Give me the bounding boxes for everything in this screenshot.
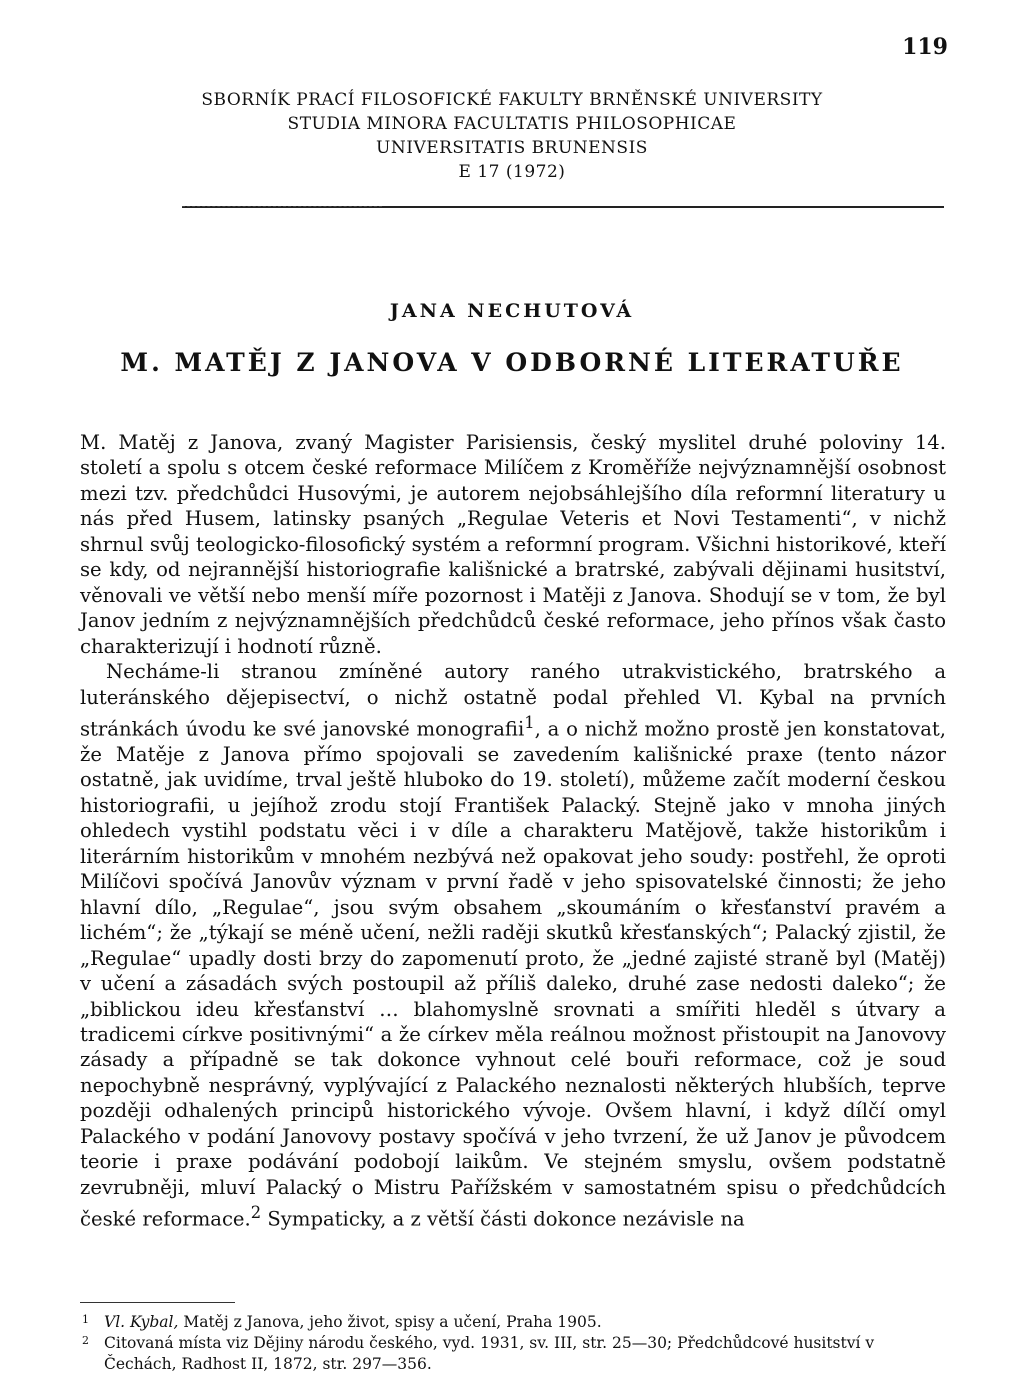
body-paragraph-2-part-a: Necháme-li stranou zmíněné autory raného utrakvistického, bratrského a luteránského dějepisectví, o nichž ostatně podal přehled Vl. Kybal na prvních stránkách úvodu ke své janovské monografii [80, 660, 946, 741]
article-title: M. MATĚJ Z JANOVA V ODBORNÉ LITERATUŘE [120, 348, 904, 377]
footnote-divider [80, 1302, 235, 1303]
article-author: JANA NECHUTOVÁ [389, 300, 635, 322]
journal-line-1: SBORNÍK PRACÍ FILOSOFICKÉ FAKULTY BRNĚNSKÉ UNIVERSITY [201, 90, 823, 110]
body-paragraph-2-part-b: , a o nichž možno prostě jen konstatovat, že Matěje z Janova přímo spojovali se zavedením kališnické praxe (tento názor ostatně, jak uvidíme, trval ještě hluboko do 19. století), můžeme začít moderní českou historiografii, u jejíhož zrodu stojí František Palacký. Stejně jako v mnoha jiných ohledech vystihl podstatu věci i v díle a charakteru Matějově, takže historikům i literárním historikům v mnohém nezbývá než opakovat jeho soudy: postřehl, že oproti Milíčovi spočívá Janovův význam v první řadě v jeho spisovatelské činnosti; že jeho hlavní dílo, „Regulae“, jsou svým obsahem „skoumáním o křesťanství pravém a lichém“; že „týkají se méně učení, nežli raději skutků křesťanských“; Palacký zjistil, že „Regulae“ upadly dosti brzy do zapomenutí proto, že „jedné zajisté straně byl (Matěj) v učení a zásadách svých postoupil až příliš daleko, druhé zase nedosti daleko“; že „biblickou ideu křesťanství … blahomyslně srovnati a smířiti hleděl s útvary a tradicemi církve positivnými“ a že církev měla reálnou možnost přistoupit na Janovovy zásady a případně se tak dokonce vyhnout celé bouři reformace, což je soud nepochybně nesprávný, vyplývající z Palackého neznalosti některých hlubších, teprve později odhalených principů historického vývoje. Ovšem hlavní, i když dílčí omyl Palackého v podání Janovovy postavy spočívá v jeho tvrzení, že už Janov je původcem teorie i praxe podávání podobojí laikům. Ve stejném smyslu, ovšem podstatně zevrubněji, mluví Palacký o Mistru Pařížském v samostatném spisu o předchůdcích české reformace. [80, 717, 946, 1231]
header-divider [182, 206, 944, 208]
footnote-1 [80, 1312, 946, 1333]
footnote-mark: 2 [82, 1334, 89, 1347]
journal-volume: E 17 (1972) [458, 162, 566, 182]
footnote-ref-2: 2 [250, 1203, 262, 1223]
footnotes [80, 1312, 946, 1375]
footnote-author: Vl. Kybal, [104, 1313, 179, 1331]
footnote-text: Matěj z Janova, jeho život, spisy a učení, Praha 1905. [178, 1313, 602, 1331]
journal-line-3: UNIVERSITATIS BRUNENSIS [376, 138, 648, 158]
page-number: 119 [902, 34, 948, 60]
footnote-2 [80, 1333, 946, 1375]
footnote-mark: 1 [82, 1313, 89, 1326]
body-paragraph-2-part-c: Sympaticky, a z větší části dokonce nezávisle na [261, 1207, 745, 1231]
body-paragraph-1: M. Matěj z Janova, zvaný Magister Parisiensis, český myslitel druhé poloviny 14. století a spolu s otcem české reformace Milíčem z Kroměříže nejvýznamnější osobnost mezi tzv. předchůdci Husovými, je autorem nejobsáhlejšího díla reformní literatury u nás před Husem, latinsky psaných „Regulae Veteris et Novi Testamenti“, v nichž shrnul svůj teologicko-filosofický systém a reformní program. Všichni historikové, kteří se kdy, od nejrannější historiografie kališnické a bratrské, zabývali dějinami husitství, věnovali ve větší nebo menší míře pozornost i Matěji z Janova. Shodují se v tom, že byl Janov jedním z nejvýznamnějších předchůdců české reformace, jeho přínos však často charakterizují i hodnotí různě. [80, 431, 946, 658]
header-divider-dash [182, 206, 382, 207]
journal-line-2: STUDIA MINORA FACULTATIS PHILOSOPHICAE [287, 114, 737, 134]
body-paragraph-2 [80, 659, 946, 1232]
journal-header [0, 88, 1024, 184]
article-body [80, 430, 946, 1232]
footnote-text: Citovaná místa viz Dějiny národu českého, vyd. 1931, sv. III, str. 25—30; Předchůdcové husitství v Čechách, Radhost II, 1872, str. 297—356. [104, 1334, 875, 1373]
footnote-ref-1: 1 [524, 712, 535, 732]
